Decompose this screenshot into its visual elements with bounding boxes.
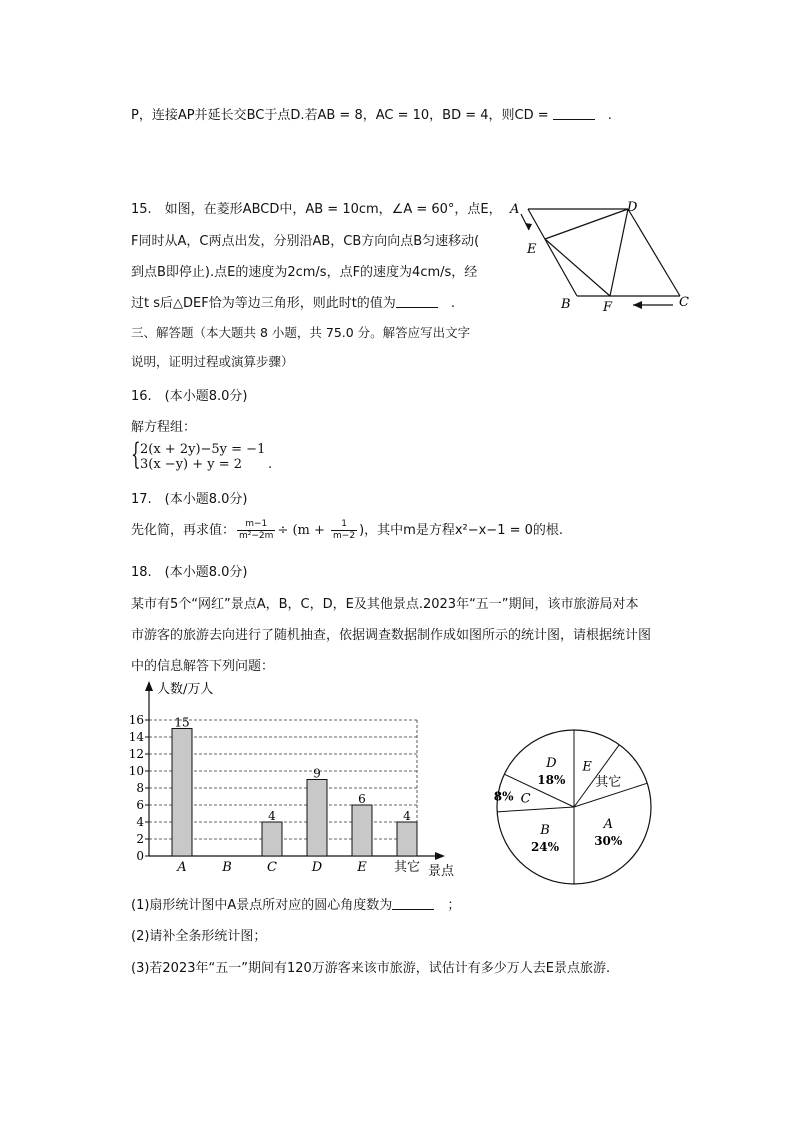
x-axis-label: 景点: [428, 864, 455, 879]
q18-line-2: 市游客的旅游去向进行了随机抽查，依据调查数据制作成如图所示的统计图，请根据统计图: [131, 628, 652, 643]
label-d: D: [627, 200, 638, 215]
q16-eq1: 2(x + 2y)−5y = −1: [140, 442, 266, 457]
y-tick-label: 8: [136, 781, 144, 795]
slice-value-D: 18%: [537, 773, 566, 788]
x-tick-label: 其它: [393, 860, 421, 875]
fraction-2: $\frac{1}{m-2}$: [333, 519, 356, 541]
slice-label-其它: 其它: [595, 775, 622, 791]
bar-value-label: 4: [268, 809, 276, 823]
q16-eq2: 3(x −y) + y = 2 .: [140, 457, 273, 472]
label-c: C: [679, 295, 689, 310]
y-tick-label: 12: [128, 747, 144, 761]
y-axis-arrow: [145, 681, 153, 691]
slice-value-A: 30%: [594, 833, 623, 848]
q18-sub-3: (3)若2023年“五一”期间有120万游客来该市旅游，试估计有多少万人去E景点旅游.: [131, 961, 611, 976]
x-axis-arrow: [435, 852, 445, 860]
slice-label-A: A: [603, 816, 613, 832]
bar-C: [262, 822, 282, 856]
y-axis-label: 人数/万人: [157, 682, 214, 697]
bar-value-label: 15: [174, 715, 190, 730]
slice-value-B: 24%: [530, 839, 560, 854]
slice-edge: [497, 807, 574, 812]
q17-expression: 先化简，再求值： $\frac{m-1}{\text{m²−2m}}$ ÷ (m + $\frac{1}{m-2}$ )，其中m是方程x²−x−1 = 0的根.: [131, 519, 564, 541]
slice-value-C: 8%: [493, 789, 514, 804]
q15-line-2: F同时从A，C两点出发，分别沿AB，CB方向向点B匀速移动(: [131, 234, 480, 249]
q17-header: 17. (本小题8.0分): [131, 492, 248, 507]
bar-chart: [125, 675, 465, 885]
q18-header: 18. (本小题8.0分): [131, 565, 248, 580]
slice-label-B: B: [540, 822, 550, 838]
label-a: A: [510, 202, 520, 217]
bar-其它: [397, 822, 417, 856]
y-tick-label: 0: [136, 849, 144, 863]
y-tick-label: 10: [128, 764, 144, 778]
x-tick-label: D: [311, 860, 323, 875]
x-tick-label: E: [357, 860, 367, 875]
x-tick-label: B: [222, 860, 232, 875]
q15-line-4: 过t s后△DEF恰为等边三角形，则此时t的值为 .: [131, 296, 455, 311]
system-brace: {: [131, 437, 141, 472]
x-tick-label: C: [267, 860, 277, 875]
bar-A: [172, 729, 192, 857]
bar-E: [352, 805, 372, 856]
x-tick-label: A: [177, 860, 187, 875]
section-3-title: 三、解答题（本大题共 8 小题，共 75.0 分。解答应写出文字: [131, 325, 471, 340]
q14-tail: P，连接AP并延长交BC于点D.若AB = 8，AC = 10，BD = 4，则CD = .: [131, 108, 612, 123]
q18-line-3: 中的信息解答下列问题：: [131, 659, 275, 674]
label-b: B: [561, 297, 571, 312]
bar-value-label: 6: [358, 792, 366, 806]
answer-blank: [553, 107, 595, 120]
bar-D: [307, 780, 327, 857]
pie-chart: [490, 725, 660, 895]
fraction-1: $\frac{m-1}{\text{m²−2m}}$: [239, 519, 274, 541]
q16-header: 16. (本小题8.0分): [131, 389, 248, 404]
y-tick-label: 6: [136, 798, 144, 812]
section-3-title-cont: 说明，证明过程或演算步骤）: [131, 354, 294, 369]
q18-sub-2: (2)请补全条形统计图；: [131, 929, 267, 944]
y-tick-label: 16: [128, 713, 144, 727]
slice-label-D: D: [546, 756, 557, 772]
q18-sub-1: (1)扇形统计图中A景点所对应的圆心角度数为 ；: [131, 898, 461, 913]
q15-line-1: 15. 如图，在菱形ABCD中，AB = 10cm，∠A = 60°，点E，: [131, 202, 502, 217]
answer-blank: [392, 897, 434, 910]
q16-prompt: 解方程组：: [131, 420, 197, 435]
y-tick-label: 4: [136, 815, 144, 829]
slice-label-E: E: [582, 759, 592, 775]
label-e: E: [527, 242, 537, 257]
q15-line-3: 到点B即停止).点E的速度为2cm/s，点F的速度为4cm/s，经: [131, 265, 478, 280]
slice-label-C: C: [520, 791, 531, 807]
bar-value-label: 4: [403, 809, 411, 823]
bar-value-label: 9: [313, 766, 321, 781]
q18-line-1: 某市有5个“网红”景点A，B，C，D，E及其他景点.2023年“五一”期间，该市旅游局对本: [131, 597, 639, 612]
label-f: F: [603, 300, 613, 314]
q14-text: P，连接AP并延长交BC于点D.若AB = 8，AC = 10，BD = 4，则CD =: [131, 108, 553, 123]
answer-blank: [396, 295, 438, 308]
y-tick-label: 2: [136, 832, 144, 846]
y-tick-label: 14: [128, 730, 144, 744]
rhombus-figure: [505, 196, 700, 314]
